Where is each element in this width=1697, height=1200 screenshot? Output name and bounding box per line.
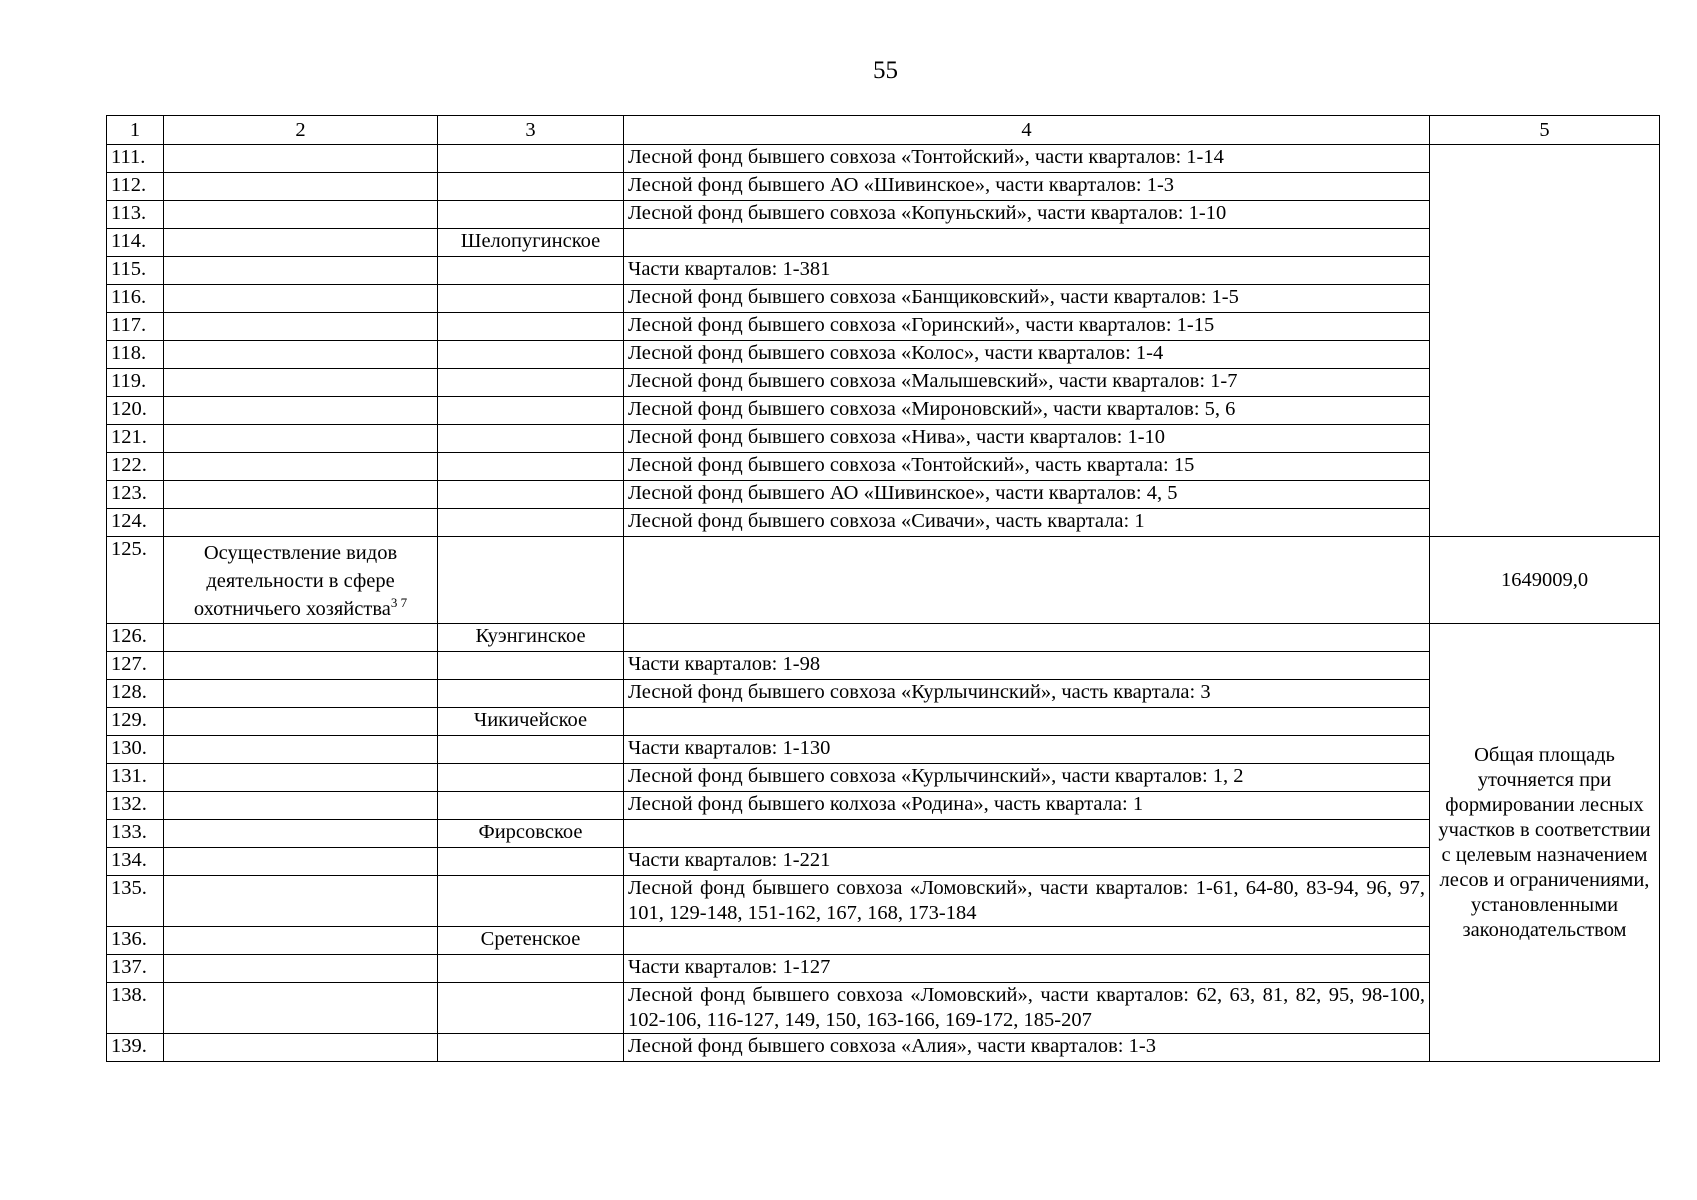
table-row (107, 624, 1660, 652)
table-row (107, 736, 1660, 764)
location-cell (624, 229, 1430, 257)
table-row (107, 313, 1660, 341)
row-number-cell: 136. (107, 927, 164, 955)
activity-type-cell (164, 680, 438, 708)
table-row (107, 509, 1660, 537)
location-cell: Лесной фонд бывшего совхоза «Ломовский», части кварталов: 62, 63, 81, 82, 95, 98-100, 102-106, 116-127, 149, 150, 163-166, 169-172, 185-207 (624, 983, 1430, 1034)
activity-type-cell (164, 792, 438, 820)
location-cell: Лесной фонд бывшего совхоза «Малышевский», части кварталов: 1-7 (624, 369, 1430, 397)
activity-type-cell (164, 369, 438, 397)
row-number-cell: 130. (107, 736, 164, 764)
table-row (107, 173, 1660, 201)
location-cell: Лесной фонд бывшего совхоза «Алия», части кварталов: 1-3 (624, 1034, 1430, 1062)
activity-type-cell (164, 145, 438, 173)
location-cell: Лесной фонд бывшего совхоза «Курлычинский», часть квартала: 3 (624, 680, 1430, 708)
row-number-cell: 138. (107, 983, 164, 1034)
forestry-cell (438, 453, 624, 481)
activity-type-cell (164, 708, 438, 736)
row-number-cell: 128. (107, 680, 164, 708)
location-cell: Части кварталов: 1-98 (624, 652, 1430, 680)
forestry-cell: Фирсовское (438, 820, 624, 848)
row-number-cell: 111. (107, 145, 164, 173)
activity-type-cell (164, 820, 438, 848)
table-row (107, 792, 1660, 820)
table-row (107, 955, 1660, 983)
forest-fund-table (106, 115, 1660, 1062)
activity-type-cell (164, 624, 438, 652)
table-header-row (107, 116, 1660, 145)
row-number-cell: 116. (107, 285, 164, 313)
row-number-cell: 123. (107, 481, 164, 509)
table-row (107, 983, 1660, 1034)
activity-type-cell (164, 341, 438, 369)
location-cell: Части кварталов: 1-381 (624, 257, 1430, 285)
activity-type-cell (164, 509, 438, 537)
activity-type-cell (164, 285, 438, 313)
forestry-cell (438, 369, 624, 397)
table-row (107, 481, 1660, 509)
activity-type-text: Осуществление видов деятельности в сфере охотничьего хозяйства (193, 542, 398, 620)
row-number-cell: 126. (107, 624, 164, 652)
location-cell (624, 708, 1430, 736)
row-number-cell: 114. (107, 229, 164, 257)
table-row (107, 764, 1660, 792)
forestry-cell (438, 397, 624, 425)
table-row (107, 652, 1660, 680)
forestry-cell (438, 173, 624, 201)
location-cell: Лесной фонд бывшего совхоза «Тонтойский», части кварталов: 1-14 (624, 145, 1430, 173)
location-cell: Лесной фонд бывшего совхоза «Ломовский», части кварталов: 1-61, 64-80, 83-94, 96, 97, 101, 129-148, 151-162, 167, 168, 173-184 (624, 876, 1430, 927)
forestry-cell (438, 876, 624, 927)
row-number-cell: 118. (107, 341, 164, 369)
location-cell: Части кварталов: 1-130 (624, 736, 1430, 764)
location-cell: Лесной фонд бывшего совхоза «Колос», части кварталов: 1-4 (624, 341, 1430, 369)
location-cell: Лесной фонд бывшего совхоза «Сивачи», часть квартала: 1 (624, 509, 1430, 537)
table-section-lower (107, 624, 1660, 1062)
activity-type-cell (164, 425, 438, 453)
forestry-cell (438, 764, 624, 792)
forestry-cell (438, 848, 624, 876)
row-number-cell: 124. (107, 509, 164, 537)
activity-type-cell (164, 201, 438, 229)
table-row (107, 145, 1660, 173)
table-row (107, 876, 1660, 927)
table-row (107, 848, 1660, 876)
column-header-3: 3 (438, 116, 624, 145)
row-number-cell: 112. (107, 173, 164, 201)
page-number: 55 (873, 57, 898, 84)
table-row (107, 1034, 1660, 1062)
forestry-cell: Куэнгинское (438, 624, 624, 652)
activity-type-cell (164, 397, 438, 425)
location-cell: Лесной фонд бывшего совхоза «Копуньский», части кварталов: 1-10 (624, 201, 1430, 229)
forestry-cell: Чикичейское (438, 708, 624, 736)
column-header-1: 1 (107, 116, 164, 145)
table-row (107, 680, 1660, 708)
activity-type-cell (164, 537, 438, 624)
activity-type-cell (164, 453, 438, 481)
table-row (107, 397, 1660, 425)
location-cell: Лесной фонд бывшего АО «Шивинское», части кварталов: 1-3 (624, 173, 1430, 201)
activity-type-cell (164, 313, 438, 341)
forestry-cell (438, 313, 624, 341)
forestry-cell (438, 955, 624, 983)
location-cell (624, 820, 1430, 848)
table-row (107, 369, 1660, 397)
activity-type-cell (164, 848, 438, 876)
activity-type-cell (164, 876, 438, 927)
row-number-cell: 135. (107, 876, 164, 927)
forestry-cell (438, 425, 624, 453)
forestry-cell (438, 652, 624, 680)
row-number-cell: 127. (107, 652, 164, 680)
row-number-cell: 129. (107, 708, 164, 736)
table-row (107, 201, 1660, 229)
location-cell: Лесной фонд бывшего совхоза «Горинский», части кварталов: 1-15 (624, 313, 1430, 341)
column-header-5: 5 (1430, 116, 1660, 145)
forestry-cell (438, 792, 624, 820)
forestry-cell (438, 509, 624, 537)
activity-type-cell (164, 652, 438, 680)
forestry-cell (438, 201, 624, 229)
row-number-cell: 137. (107, 955, 164, 983)
activity-type-cell (164, 173, 438, 201)
row-number-cell: 117. (107, 313, 164, 341)
table-section-upper (107, 145, 1660, 537)
table-row (107, 820, 1660, 848)
activity-type-cell (164, 1034, 438, 1062)
row-number-cell: 122. (107, 453, 164, 481)
activity-type-cell (164, 983, 438, 1034)
location-cell: Лесной фонд бывшего АО «Шивинское», части кварталов: 4, 5 (624, 481, 1430, 509)
table-row (107, 229, 1660, 257)
forestry-cell: Сретенское (438, 927, 624, 955)
forestry-cell (438, 983, 624, 1034)
table-row (107, 341, 1660, 369)
column-header-2: 2 (164, 116, 438, 145)
forestry-cell (438, 736, 624, 764)
row-number-cell: 119. (107, 369, 164, 397)
activity-type-cell (164, 955, 438, 983)
forestry-cell (438, 1034, 624, 1062)
activity-type-cell (164, 257, 438, 285)
table-row (107, 257, 1660, 285)
row-number-cell: 115. (107, 257, 164, 285)
activity-type-cell (164, 736, 438, 764)
forestry-cell (438, 481, 624, 509)
activity-type-cell (164, 481, 438, 509)
table-row-activity (107, 537, 1660, 624)
table-section-activity (107, 537, 1660, 624)
table-row (107, 453, 1660, 481)
location-cell: Лесной фонд бывшего колхоза «Родина», часть квартала: 1 (624, 792, 1430, 820)
forestry-cell (438, 285, 624, 313)
area-note-cell: Общая площадь уточняется при формировании лесных участков в соответствии с целевым назначением лесов и ограничениями, установленными законодательством (1430, 624, 1660, 1062)
location-cell (624, 927, 1430, 955)
location-cell: Лесной фонд бывшего совхоза «Тонтойский», часть квартала: 15 (624, 453, 1430, 481)
location-cell (624, 624, 1430, 652)
location-cell (624, 537, 1430, 624)
activity-type-cell (164, 764, 438, 792)
row-number-cell: 133. (107, 820, 164, 848)
location-cell: Лесной фонд бывшего совхоза «Банщиковский», части кварталов: 1-5 (624, 285, 1430, 313)
forestry-cell (438, 341, 624, 369)
location-cell: Части кварталов: 1-127 (624, 955, 1430, 983)
location-cell: Лесной фонд бывшего совхоза «Нива», части кварталов: 1-10 (624, 425, 1430, 453)
row-number-cell: 120. (107, 397, 164, 425)
location-cell: Лесной фонд бывшего совхоза «Курлычинский», части кварталов: 1, 2 (624, 764, 1430, 792)
forestry-cell (438, 680, 624, 708)
row-number-cell: 139. (107, 1034, 164, 1062)
forestry-cell (438, 145, 624, 173)
row-number-cell: 134. (107, 848, 164, 876)
forestry-cell: Шелопугинское (438, 229, 624, 257)
row-number-cell: 125. (107, 537, 164, 624)
row-number-cell: 121. (107, 425, 164, 453)
forestry-cell (438, 537, 624, 624)
table-row (107, 425, 1660, 453)
table-row (107, 708, 1660, 736)
table-row (107, 927, 1660, 955)
row-number-cell: 132. (107, 792, 164, 820)
location-cell: Лесной фонд бывшего совхоза «Мироновский», части кварталов: 5, 6 (624, 397, 1430, 425)
activity-type-cell (164, 229, 438, 257)
activity-type-cell (164, 927, 438, 955)
column-header-4: 4 (624, 116, 1430, 145)
location-cell: Части кварталов: 1-221 (624, 848, 1430, 876)
forestry-cell (438, 257, 624, 285)
table-row (107, 285, 1660, 313)
total-area-cell: 1649009,0 (1430, 537, 1660, 624)
row-number-cell: 131. (107, 764, 164, 792)
footnote-reference: 3 7 (390, 595, 408, 610)
row-number-cell: 113. (107, 201, 164, 229)
area-cell-empty (1430, 145, 1660, 537)
